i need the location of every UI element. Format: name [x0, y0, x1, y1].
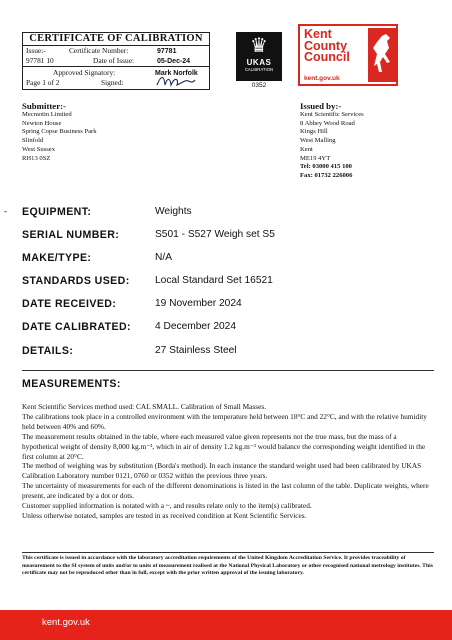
certificate-header-box [22, 32, 210, 90]
measurement-paragraph: Unless otherwise notated, samples are tested in as received condition at Kent Scientific Services. [22, 510, 307, 520]
signed-label: Signed: [101, 78, 124, 87]
details-label: DETAILS: [22, 345, 74, 357]
submitter-line: West Sussex [22, 145, 55, 153]
ukas-number: 0352 [251, 82, 267, 89]
issuer-heading: Issued by:- [300, 101, 342, 111]
signature-image [155, 73, 197, 94]
kent-logo-text [304, 29, 350, 64]
kent-logo-line1: Kent [304, 27, 332, 41]
crown-icon: ♛ [250, 35, 268, 57]
small-print-divider [22, 552, 434, 553]
ukas-name: UKAS [246, 58, 272, 67]
submitter-line: RH13 0SZ [22, 154, 51, 162]
submitter-line: Newton House [22, 119, 62, 127]
measurements-text [22, 402, 434, 521]
kent-logo-line3: Council [304, 50, 350, 64]
footer-url[interactable]: kent.gov.uk [42, 617, 90, 628]
issuer-tel: Tel: 03000 415 100 [300, 163, 352, 171]
date-received-value: 19 November 2024 [155, 298, 242, 309]
section-divider [22, 370, 434, 371]
measurement-paragraph: The method of weighing was by substitution (Borda's method). In each instance the standard weight used had been calibrated by UKAS Calibration Laboratory number 0121, 0760 or 0352 within the previous three years. [22, 461, 422, 481]
signatory-label: Approved Signatory: [53, 68, 116, 77]
make-type-label: MAKE/TYPE: [22, 252, 92, 264]
issuer-line: ME19 4YT [300, 154, 331, 162]
measurement-paragraph: The calibrations took place in a controlled environment with the temperature held between 18°C and 22°C, and with the relative humidity held between 40% and 60%. [22, 411, 427, 431]
kent-logo-line2: County [304, 38, 348, 53]
margin-mark: - [4, 206, 7, 216]
kent-county-council-logo [298, 24, 398, 86]
issuer-block [300, 101, 364, 181]
issue-label: Issue:- [26, 46, 46, 55]
date-received-label: DATE RECEIVED: [22, 298, 117, 310]
cert-number-label: Certificate Number: [69, 46, 129, 55]
equipment-label: EQUIPMENT: [22, 206, 92, 218]
date-issue-label: Date of Issue: [93, 56, 135, 65]
header-divider [23, 66, 209, 67]
details-value: 27 Stainless Steel [155, 345, 237, 356]
submitter-line: Mecmotin Limited [22, 111, 72, 118]
submitter-block [22, 101, 97, 163]
issuer-line: Kings Hill [300, 128, 328, 136]
page-label: Page 1 of 2 [26, 78, 60, 87]
measurements-heading: MEASUREMENTS: [22, 378, 121, 390]
measurement-paragraph: The measurement results obtained in the table, where each measured value given represents not the true mass, but the mass of a hypothetical weight of density 8,000 kg.m⁻³, which in air of density 1.2 kg.m⁻³ would balance the corresponding weight identified in the first column at 20°C. [22, 431, 426, 461]
make-type-value: N/A [155, 252, 172, 263]
white-horse-icon [368, 28, 396, 82]
issue-value: 97781 10 [26, 56, 54, 65]
issuer-line: West Malling [300, 137, 336, 145]
issuer-fax: Fax: 01732 226006 [300, 171, 353, 179]
measurement-paragraph: Customer supplied information is notated with a ~, and results relate only to the item(s) calibrated. [22, 501, 312, 511]
submitter-heading: Submitter:- [22, 101, 66, 111]
submitter-line: Spring Copse Business Park [22, 128, 97, 136]
signatory-value: Mark Norfolk [155, 70, 198, 77]
date-issue-value: 05-Dec-24 [157, 58, 191, 65]
cert-number-value: 97781 [157, 48, 177, 55]
date-calibrated-label: DATE CALIBRATED: [22, 321, 131, 333]
kent-logo-url: kent.gov.uk [304, 75, 340, 82]
standards-used-label: STANDARDS USED: [22, 275, 130, 287]
serial-number-value: S501 - S527 Weigh set S5 [155, 229, 275, 240]
measurement-paragraph: Kent Scientific Services method used: CAL SMALL. Calibration of Small Masses. [22, 402, 267, 411]
submitter-line: Slinfold [22, 137, 44, 145]
ukas-caption: CALIBRATION [244, 67, 274, 72]
standards-used-value: Local Standard Set 16521 [155, 275, 273, 286]
issuer-line: 8 Abbey Wood Road [300, 119, 355, 127]
date-calibrated-value: 4 December 2024 [155, 321, 236, 332]
serial-number-label: SERIAL NUMBER: [22, 229, 120, 241]
equipment-value: Weights [155, 206, 192, 217]
issuer-line: Kent [300, 145, 313, 153]
issuer-line: Kent Scientific Services [300, 111, 364, 118]
ukas-logo [236, 32, 282, 81]
certificate-title: CERTIFICATE OF CALIBRATION [23, 33, 209, 46]
accreditation-small-print: This certificate is issued in accordance with the laboratory accreditation requirements of the United Kingdom Accreditation Service. It provides traceability of measurement to the SI system of units and/or to units of measurement realised at the National Physical Laboratory or other recognised national metrology institutes. This certificate may not be reproduced other than in full, except with the prior written approval of the issuing laboratory. [22, 555, 433, 577]
measurement-paragraph: The uncertainty of measurements for each of the different denominations is listed in the last column of the table. Duplicate weights, where present, are indicated by a dot or dots. [22, 481, 429, 501]
